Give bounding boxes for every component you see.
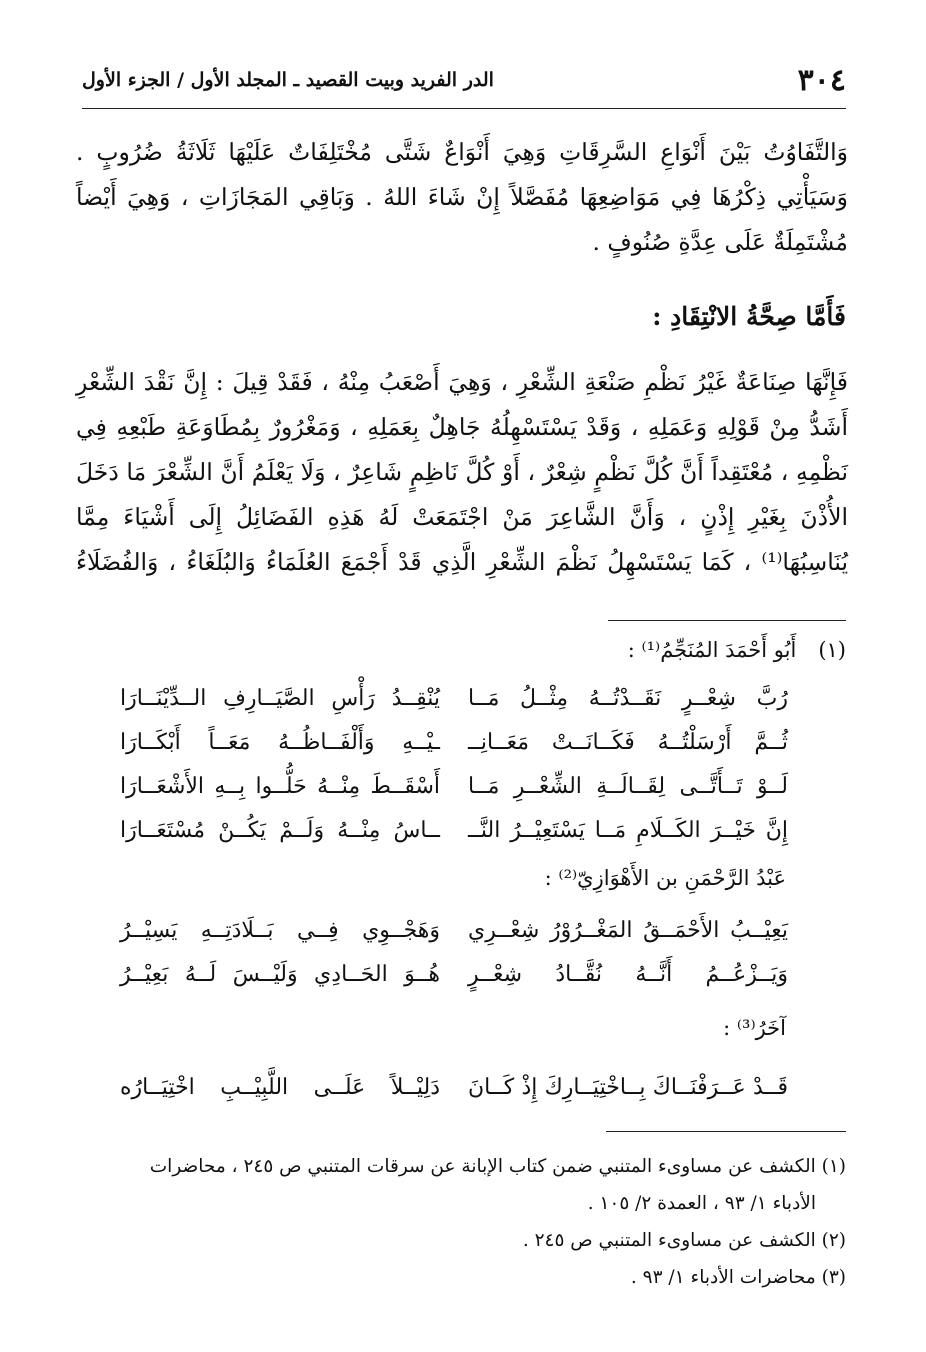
running-title: الدر الفريد وبيت القصيد ـ المجلد الأول / الجزء الأول	[82, 69, 494, 91]
header-rule	[82, 108, 846, 109]
verse-line	[120, 764, 788, 808]
page-number: ٣٠٤	[797, 62, 846, 98]
footnote: (١) الكشف عن مساوىء المتنبي ضمن كتاب الإبانة عن سرقات المتنبي ص ٢٤٥ ، محاضرات	[149, 1156, 846, 1177]
verse-second-hemistich: ـيْــهِ وَأَلْفَــاظُــهُ مَعَــاً أَبْكَــارَا	[120, 729, 440, 755]
footnote-separator	[606, 1131, 846, 1132]
verse-group-1	[120, 676, 788, 852]
verse-line	[120, 952, 788, 996]
verse-line	[120, 908, 788, 952]
verse-first-hemistich: يَعِيْــبُ الأَحْمَــقُ المَغْــرُوْرُ شِعْــرِي	[468, 917, 788, 943]
verse-first-hemistich: رُبَّ شِعْــرٍ نَقَــدْتُــهُ مِثْــلُ مَــا	[468, 685, 788, 711]
footnote-continuation: الأدباء ١/ ٩٣ ، العمدة ٢/ ١٠٥ .	[587, 1193, 816, 1214]
verse-line	[120, 676, 788, 720]
verse-group-3	[120, 1065, 788, 1109]
verse-second-hemistich: دَلِيْــلاً عَلَــى اللَّبِيْــبِ اخْتِيَــارُه	[120, 1074, 440, 1100]
note-separator	[608, 620, 846, 621]
poet-name-3: آخَرُ⁽³⁾ :	[723, 1016, 786, 1040]
verse-first-hemistich: قَــدْ عَــرَفْنَــاكَ بِــاخْتِيَــارِكَ إِذْ كَــانَ	[468, 1074, 788, 1100]
page-header	[82, 58, 846, 102]
verse-first-hemistich: إِنَّ خَيْــرَ الكَــلَامِ مَــا يَسْتَعِيْــرُ النَّــ	[468, 817, 788, 843]
paragraph-line: فَإِنَّهَا صِنَاعَةٌ غَيْرُ نَظْمِ صَنْعَةِ الشِّعْرِ ، وَهِيَ أَصْعَبُ مِنْهُ ، فَقَدْ قِيلَ : إِنَّ نَقْدَ الشِّعْرِ	[76, 368, 848, 396]
footnote: (٣) محاضرات الأدباء ١/ ٩٣ .	[630, 1267, 846, 1288]
footnote: (٢) الكشف عن مساوىء المتنبي ص ٢٤٥ .	[522, 1230, 846, 1251]
paragraph-line: أَشَدُّ مِنْ قَوْلِهِ وَعَمَلِهِ ، وَقَدْ يَسْتَسْهِلُهُ جَاهِلٌ بِعَمَلِهِ ، وَمَغْرُورٌ بِمُطَاوَعَةِ طَبْعِهِ فِي	[76, 413, 848, 441]
verse-first-hemistich: لَــوْ تَــأَتَّــى لِقَــالَــةِ الشِّعْــرِ مَــا	[468, 773, 788, 799]
paragraph-line: وَالتَّفَاوُتُ بَيْنَ أَنْوَاعِ السَّرِقَاتِ وَهِيَ أَنْوَاعٌ شَتَّى مُخْتَلِفَاتٌ عَلَيْهَا ثَلَاثَةُ ضُرُوبٍ .	[76, 138, 848, 166]
paragraph-line: وَسَيَأْتِي ذِكْرُهَا فِي مَوَاضِعِهَا مُفَصَّلاً إِنْ شَاءَ اللهُ . وَبَاقِي المَجَازَاتِ ، وَهِيَ أَيْضاً	[76, 183, 848, 211]
verse-first-hemistich: وَيَــزْعُــمُ أَنَّــهُ نُقَّــادُ شِعْــرٍ	[468, 961, 788, 987]
paragraph-line: الأُذْنَ بِغَيْرِ إِذْنٍ ، وَأَنَّ الشَّاعِرَ مَنْ اجْتَمَعَتْ لَهُ هَذِهِ الفَضَائِلُ إِلَى أَشْيَاءَ مِمَّا	[76, 503, 848, 531]
poet-name-2: عَبْدُ الرَّحْمَنِ بن الأَهْوَازِيّ⁽²⁾ :	[544, 866, 786, 890]
note-marker: (١)	[818, 638, 846, 662]
verse-group-2	[120, 908, 788, 996]
paragraph-line: مُشْتَمِلَةٌ عَلَى عِدَّةِ صُنُوفٍ .	[592, 228, 848, 256]
verse-line	[120, 1065, 788, 1109]
verse-second-hemistich: يُنْقِــدُ رَأْسِ الصَّيَــارِفِ الــدِّيْنَــارَا	[120, 685, 440, 711]
verse-second-hemistich: أَسْقَــطَ مِنْــهُ حَلُّــوا بِــهِ الأَشْعَــارَا	[120, 773, 440, 799]
poet-name: أَبُو أَحْمَدَ المُنَجِّمُ⁽¹⁾ :	[627, 638, 797, 662]
verse-first-hemistich: ثُــمَّ أَرْسَلْتُــهُ فَكَــانَــتْ مَعَــانِــ	[468, 729, 788, 755]
footnotes	[76, 1148, 846, 1296]
verse-second-hemistich: وَهَجْــوِي فِــي بَــلَادَتِــهِ يَسِيْــرُ	[120, 917, 440, 943]
verse-line	[120, 720, 788, 764]
verse-second-hemistich: ــاسُ مِنْــهُ وَلَــمْ يَكُــنْ مُسْتَعَــارَا	[120, 817, 440, 843]
note-1-heading	[628, 638, 846, 662]
section-heading: فَأَمَّا صِحَّةُ الانْتِقَادِ :	[652, 302, 846, 331]
paragraph-line: نَظْمِهِ ، مُعْتَقِداً أَنَّ كُلَّ نَظْمٍ شِعْرٌ ، أَوْ كُلَّ نَاظِمٍ شَاعِرٌ ، وَلَا يَعْلَمُ أَنَّ الشِّعْرَ مَا دَخَلَ	[76, 458, 848, 486]
paragraph-2	[76, 360, 848, 585]
verse-line	[120, 808, 788, 852]
paragraph-1	[76, 130, 848, 265]
verse-second-hemistich: هُــوَ الحَــادِي وَلَيْــسَ لَــهُ بَعِيْــرُ	[120, 961, 440, 987]
paragraph-line: يُنَاسِبُهَا⁽¹⁾ ، كَمَا يَسْتَسْهِلُ نَظْمَ الشِّعْرِ الَّذِي قَدْ أَجْمَعَ العُلَمَاءُ وَالبُلَغَاءُ ، وَالفُضَلَاءُ	[76, 548, 848, 576]
